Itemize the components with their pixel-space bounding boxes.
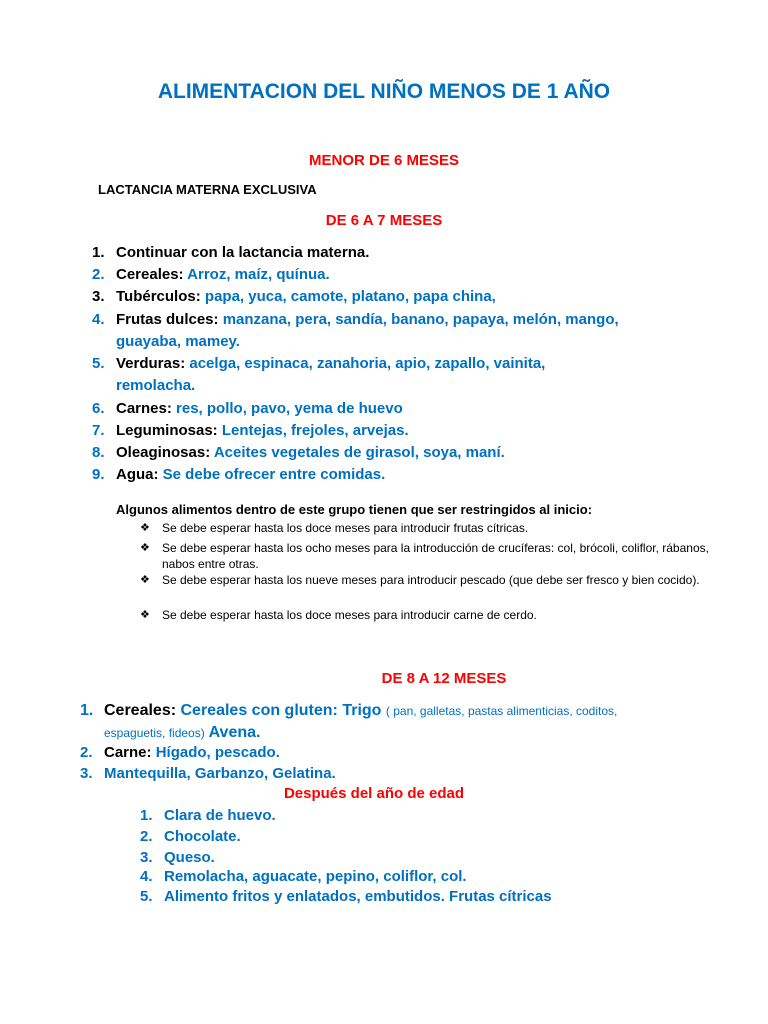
restriction-bullet: ❖ Se debe esperar hasta los doce meses para introducir frutas cítricas. [140, 521, 529, 535]
list-item: 1. Clara de huevo. [140, 807, 276, 824]
list-item: 2. Carne: Hígado, pescado. [80, 744, 280, 761]
list-item: 1. Cereales: Cereales con gluten: Trigo ( pan, galletas, pastas alimenticias, coditos, [80, 702, 618, 719]
list-item: 8. Oleaginosas: Aceites vegetales de girasol, soya, maní. [92, 444, 505, 461]
list-item: 4. Remolacha, aguacate, pepino, coliflor, col. [140, 868, 467, 885]
exclusive-breastfeeding-text: LACTANCIA MATERNA EXCLUSIVA [98, 182, 317, 197]
diamond-bullet-icon: ❖ [140, 609, 150, 621]
list-item-continuation: guayaba, mamey. [116, 333, 240, 350]
list-item: 3. Tubérculos: papa, yuca, camote, platano, papa china, [92, 288, 496, 305]
list-item: 2. Cereales: Arroz, maíz, quínua. [92, 266, 330, 283]
restriction-bullet: ❖ Se debe esperar hasta los doce meses para introducir carne de cerdo. [140, 608, 537, 622]
restriction-bullet: ❖ Se debe esperar hasta los ocho meses para la introducción de crucíferas: col, brócoli, coliflor, rábanos, nabos entre otras. [140, 541, 709, 571]
list-item: 2. Chocolate. [140, 828, 241, 845]
list-item-continuation: remolacha. [116, 377, 196, 394]
diamond-bullet-icon: ❖ [140, 522, 150, 534]
list-item: 9. Agua: Se debe ofrecer entre comidas. [92, 466, 386, 483]
list-item: 1. Continuar con la lactancia materna. [92, 244, 370, 261]
list-item: 3. Queso. [140, 849, 215, 866]
section-heading-after-year: Después del año de edad [283, 785, 465, 802]
diamond-bullet-icon: ❖ [140, 542, 150, 554]
list-item: 6. Carnes: res, pollo, pavo, yema de huevo [92, 400, 403, 417]
restriction-note-heading: Algunos alimentos dentro de este grupo tienen que ser restringidos al inicio: [116, 502, 593, 517]
list-item: 4. Frutas dulces: manzana, pera, sandía, banano, papaya, melón, mango, [92, 311, 619, 328]
section-heading-under-6: MENOR DE 6 MESES [308, 152, 460, 169]
section-heading-6-7: DE 6 A 7 MESES [325, 212, 443, 229]
page-title: ALIMENTACION DEL NIÑO MENOS DE 1 AÑO [157, 80, 611, 103]
diamond-bullet-icon: ❖ [140, 574, 150, 586]
restriction-bullet: ❖ Se debe esperar hasta los nueve meses para introducir pescado (que debe ser fresco y bien cocido). [140, 573, 700, 587]
list-item: 3. Mantequilla, Garbanzo, Gelatina. [80, 765, 336, 782]
list-item: 5. Verduras: acelga, espinaca, zanahoria, apio, zapallo, vainita, [92, 355, 546, 372]
list-item: 7. Leguminosas: Lentejas, frejoles, arvejas. [92, 422, 409, 439]
list-item: 5. Alimento fritos y enlatados, embutidos. Frutas cítricas [140, 888, 552, 905]
list-item-continuation: espaguetis, fideos) Avena. [104, 724, 261, 741]
section-heading-8-12: DE 8 A 12 MESES [381, 670, 507, 687]
